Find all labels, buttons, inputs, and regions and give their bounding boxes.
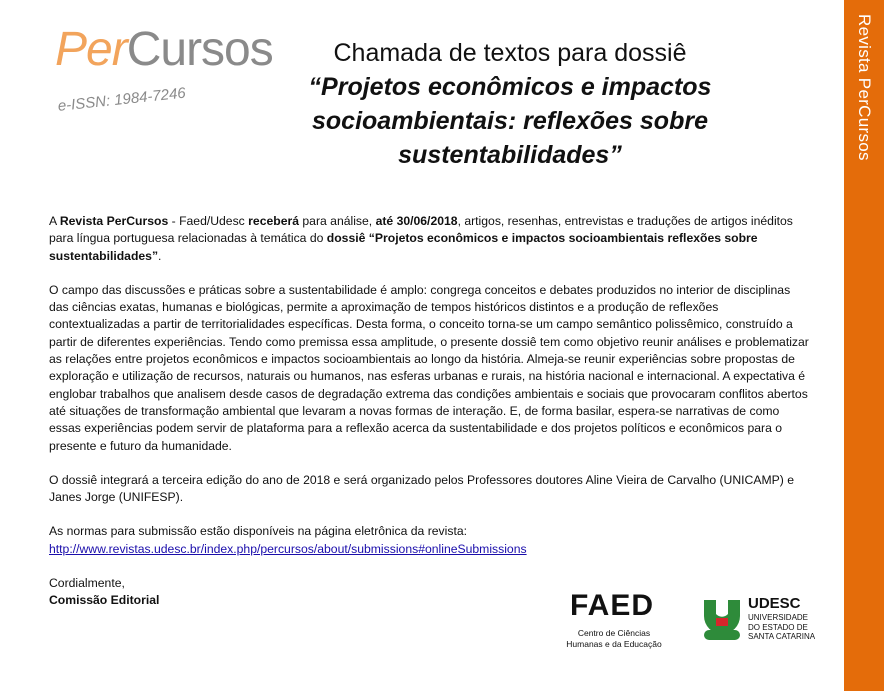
journal-name: Revista PerCursos [59, 214, 169, 228]
closing: Cordialmente, [49, 576, 125, 591]
paragraph-intro [49, 213, 809, 265]
logo-cursos: Cursos [126, 23, 273, 76]
text: A [49, 214, 60, 228]
udesc-name: UDESC [748, 595, 801, 612]
logo-issn: e-ISSN: 1984-7246 [57, 84, 187, 115]
signature: Comissão Editorial [49, 593, 160, 608]
submission-text: As normas para submissão estão disponíveis na página eletrônica da revista: [49, 524, 467, 539]
sidebar-label: Revista PerCursos [855, 14, 874, 161]
faed-logo [566, 590, 662, 652]
letter-body [49, 213, 809, 610]
faed-mark: FAED [570, 589, 655, 622]
text: para análise, [299, 214, 376, 228]
faed-subtitle: Centro de Ciências Humanas e da Educação [566, 628, 662, 649]
percursos-logo [55, 22, 273, 132]
text-bold: receberá [248, 214, 299, 228]
paragraph-submission [49, 523, 809, 558]
udesc-logo [700, 596, 820, 642]
paragraph-organizers: O dossiê integrará a terceira edição do ano de 2018 e será organizado pelos Professores doutores Aline Vieira de Carvalho (UNICAMP) e Janes Jorge (UNIFESP). [49, 472, 794, 505]
dossier-title: “Projetos econômicos e impactos socioambientais: reflexões sobre sustentabilidades” [308, 73, 712, 169]
text: - Faed/Udesc [168, 214, 249, 228]
submission-link[interactable]: http://www.revistas.udesc.br/index.php/percursos/about/submissions#onlineSubmissions [49, 541, 527, 556]
dossier-name: dossiê “Projetos econômicos e impactos socioambientais reflexões sobre sustentabilidades” [49, 231, 758, 263]
text: , artigos, resenhas, entrevistas e traduções de artigos inéditos para língua portuguesa relacionadas à temática do [49, 214, 793, 246]
logo-per: Per [55, 23, 127, 76]
header-call: Chamada de textos para dossiê [333, 39, 687, 67]
udesc-emblem-icon [700, 596, 744, 642]
header [270, 38, 750, 172]
paragraph-scope: O campo das discussões e práticas sobre a sustentabilidade é amplo: congrega conceitos e debates produzidos no interior de disciplinas das ciências exatas, humanas e biológicas, permite a aproximação de tempos históricos distintos e a produção de reflexões contextualizadas a partir de territorialidades específicas. Desta forma, o conceito torna-se um campo semântico polissêmico, construído a partir de diferentes experiências. Tendo como premissa essa amplitude, o presente dossiê tem como objetivo reunir análises e problematizar as relações entre projetos econômicos e impactos socioambientais ao longo da história. Almeja-se reunir experiências sobre propostas de exploração e utilização de recursos, naturais ou humanos, nas esferas urbanas e rurais, na história nacional e internacional. A expectativa é englobar trabalhos que analisem desde casos de degradação extrema das condições ambientais e sociais que provocaram conflitos abertos até situações de transformação ambiental que levaram a novas formas de interação. E, de forma basilar, espera-se narrativas de como essas experiências podem servir de plataforma para a reflexão acerca da sustentabilidade e dos projetos políticos e econômicos para o presente e futuro da humanidade. [49, 282, 809, 453]
text: . [158, 248, 162, 263]
deadline: até 30/06/2018 [375, 214, 458, 228]
logo-wordmark [55, 22, 273, 78]
udesc-subtitle: UNIVERSIDADE DO ESTADO DE SANTA CATARINA [748, 613, 816, 641]
sidebar-band [844, 0, 884, 691]
